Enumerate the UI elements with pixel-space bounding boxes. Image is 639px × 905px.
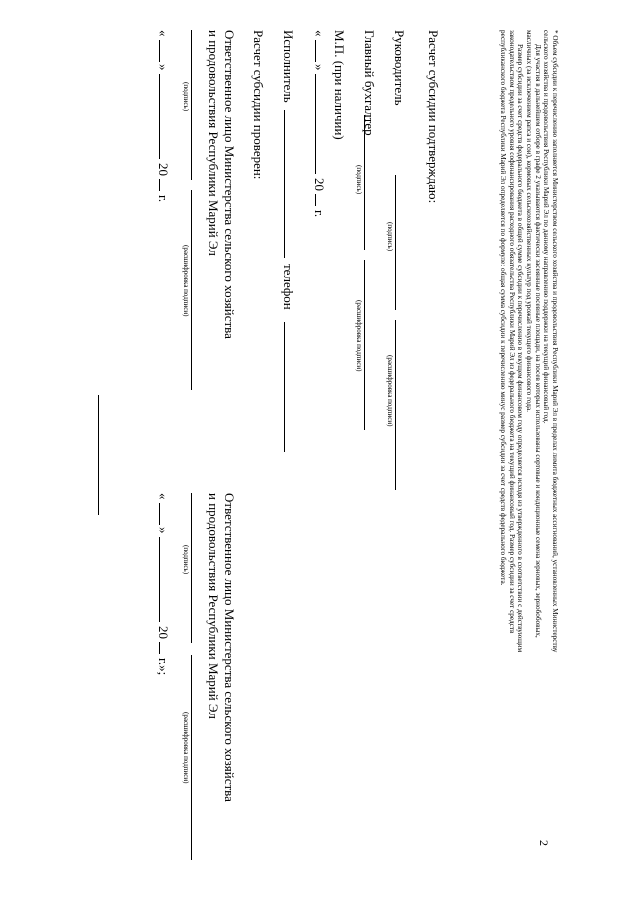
checked-right-date-month-line <box>159 537 160 622</box>
footnote-line: * Объем субсидии к перечислению заполняется Министерством сельского хозяйства и продовольствия Республики Марий Эл в пределах лимита бюджетных ассигнований, установленных Министерству <box>551 30 559 653</box>
stamp-label: М.П. (при наличии) <box>332 30 347 140</box>
checked-left-date-year-line <box>159 179 160 191</box>
checked-right-line1: Ответственное лицо Министерства сельского хозяйства <box>222 493 237 802</box>
checked-right-date-year-line <box>159 642 160 654</box>
checked-right-date-day-line <box>159 503 160 525</box>
checked-left-date-quote-close: » <box>156 64 171 71</box>
checked-left-signature-line <box>191 30 192 180</box>
head-decode-line <box>395 320 396 490</box>
checked-left-line1: Ответственное лицо Министерства сельского хозяйства <box>222 30 237 339</box>
page-number: 2 <box>537 840 551 846</box>
checked-left-date-day-line <box>159 40 160 62</box>
accountant-decode-line <box>364 260 365 430</box>
confirm-title: Расчет субсидии подтверждаю: <box>426 30 441 204</box>
checked-left-decode-line <box>191 190 192 390</box>
checked-right-date-year: 20 <box>156 626 171 639</box>
checked-right-date-quote-open: « <box>156 493 171 500</box>
executor-label: Исполнитель <box>281 30 296 103</box>
phone-line <box>284 322 285 452</box>
confirm-date-quote-open: « <box>312 30 327 37</box>
hint-signature: (подпись) <box>182 545 190 575</box>
footnote-line: Для участия в дальнейшем отборе в графе 2 указываются фактически засеянные посевные площади, на посев которых использованы сортовые и кондиционные семена зерновых, зернобобовых, <box>533 44 542 638</box>
hint-decode: (расшифровка подписи) <box>355 300 363 372</box>
confirm-date-month-line <box>315 74 316 174</box>
footnote-line: законодательством предельного уровня софинансирования расходного обязательства Республики Марий Эл из федерального бюджета на текущий финансовый год. Размер субсидии за счет средств <box>507 30 516 634</box>
checked-right-signature-line <box>191 493 192 643</box>
footnote-line: масличных (за исключением рапса и сои), кормовых сельскохозяйственных культур под урожай текущего финансового года. <box>525 30 534 412</box>
accountant-signature-line <box>364 115 365 250</box>
checked-left-date-suffix: г. <box>156 195 171 203</box>
hint-decode: (расшифровка подписи) <box>386 355 394 427</box>
checked-left-line2: и продовольствия Республики Марий Эл <box>206 30 221 256</box>
footnote-line: сельского хозяйства и продовольствия Республики Марий Эл по данному направлению поддержки на текущий финансовый год. <box>542 30 551 424</box>
phone-label: телефон <box>281 264 296 310</box>
footnote-line: республиканского бюджета Республики Марий Эл определяется по формуле: общая сумма субсидии к перечислению минус размер субсидии за счет средств федерального бюджета. <box>499 30 508 586</box>
checked-left-date-quote-open: « <box>156 30 171 37</box>
hint-signature: (подпись) <box>386 222 394 252</box>
checked-left-date-year: 20 <box>156 163 171 176</box>
checked-right-date-suffix: г.»; <box>156 658 171 676</box>
checked-right-decode-line <box>191 655 192 860</box>
confirm-date-year-line <box>315 194 316 206</box>
hint-decode: (расшифровка подписи) <box>182 245 190 317</box>
checked-right-line2: и продовольствия Республики Марий Эл <box>206 493 221 719</box>
executor-line <box>284 110 285 258</box>
confirm-date-year: 20 <box>312 178 327 191</box>
checked-left-date-month-line <box>159 74 160 159</box>
checked-title: Расчет субсидии проверен: <box>251 30 266 180</box>
checked-right-date-quote-close: » <box>156 527 171 534</box>
confirm-date-suffix: г. <box>312 210 327 218</box>
accountant-label: Главный бухгалтер <box>362 30 377 136</box>
footnote <box>499 30 559 850</box>
hint-decode: (расшифровка подписи) <box>182 712 190 784</box>
footnote-line: Размер субсидии за счет средств федерального бюджета в общей сумме субсидии к перечислению в текущем финансовом году определяется исходя из утвержденного в соответствии с действующим <box>516 44 525 653</box>
head-label: Руководитель <box>392 30 407 106</box>
hint-signature: (подпись) <box>355 165 363 195</box>
head-signature-line <box>395 175 396 310</box>
hint-signature: (подпись) <box>182 82 190 112</box>
confirm-date-day-line <box>315 40 316 62</box>
confirm-date-quote-close: » <box>312 64 327 71</box>
checked-left-extra-line <box>98 395 99 515</box>
